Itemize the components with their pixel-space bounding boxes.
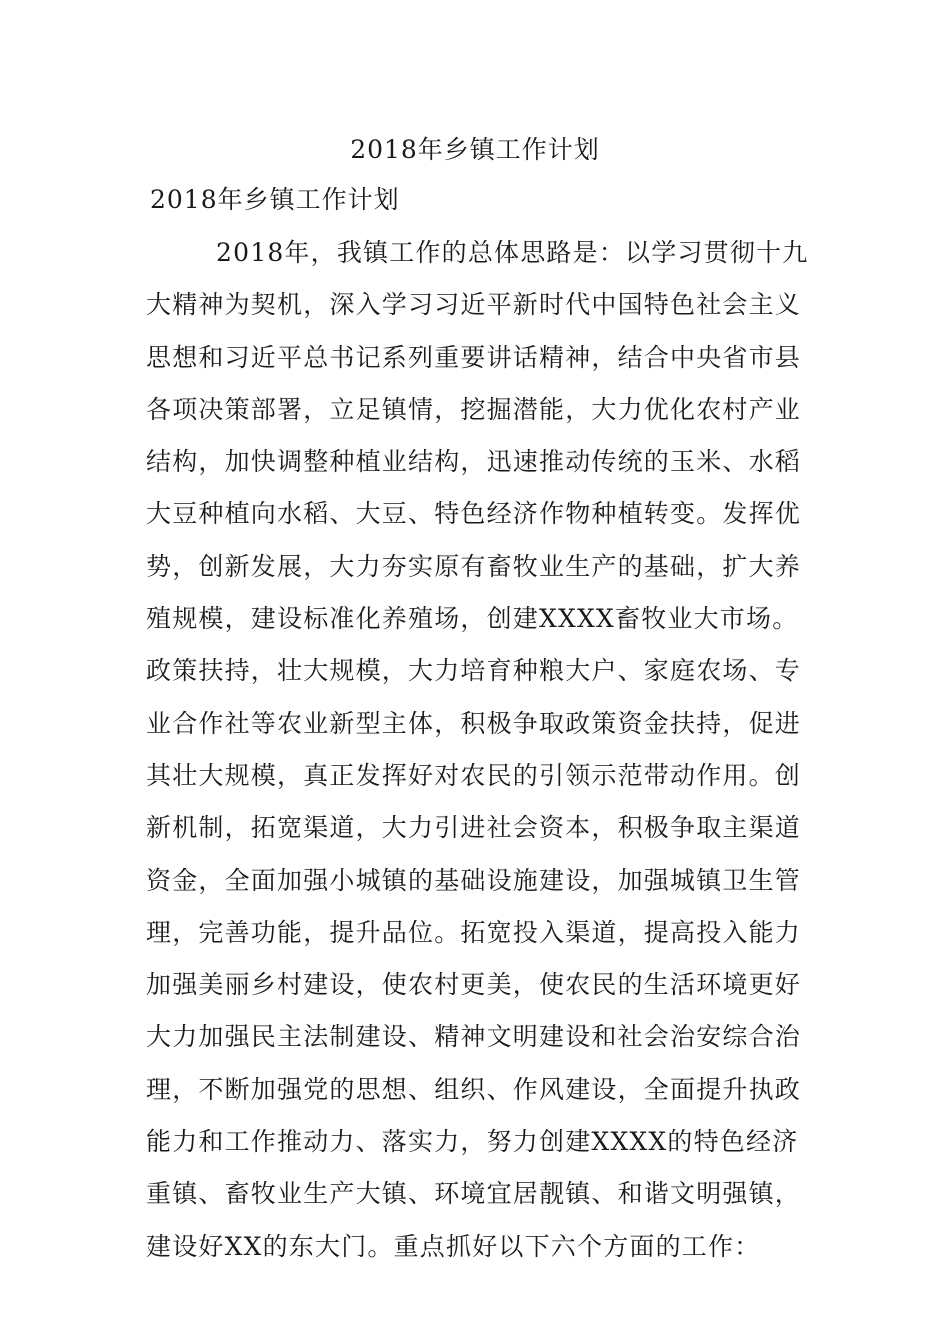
- body-line: 大豆种植向水稻、大豆、特色经济作物种植转变。发挥优: [146, 499, 802, 529]
- body-line: 政策扶持，壮大规模，大力培育种粮大户、家庭农场、专: [146, 656, 802, 686]
- body-line: 加强美丽乡村建设，使农村更美，使农民的生活环境更好: [146, 970, 802, 1000]
- body-line: 其壮大规模，真正发挥好对农民的引领示范带动作用。创: [146, 760, 802, 790]
- document-subtitle: 2018年乡镇工作计划: [150, 185, 400, 214]
- body-line: 大精神为契机，深入学习习近平新时代中国特色社会主义: [146, 290, 802, 320]
- body-line: 殖规模，建设标准化养殖场，创建XXXX畜牧业大市场。: [146, 604, 799, 634]
- body-line: 资金，全面加强小城镇的基础设施建设，加强城镇卫生管: [146, 865, 802, 895]
- body-line: 2018年，我镇工作的总体思路是：以学习贯彻十九: [216, 238, 809, 267]
- body-line: 建设好XX的东大门。重点抓好以下六个方面的工作：: [146, 1231, 761, 1261]
- body-line: 势，创新发展，大力夯实原有畜牧业生产的基础，扩大养: [146, 551, 802, 581]
- document-title: 2018年乡镇工作计划: [350, 135, 600, 164]
- body-line: 重镇、畜牧业生产大镇、环境宜居靓镇、和谐文明强镇，: [146, 1179, 802, 1209]
- body-line: 各项决策部署，立足镇情，挖掘潜能，大力优化农村产业: [146, 394, 802, 424]
- body-line: 理，不断加强党的思想、组织、作风建设，全面提升执政: [146, 1074, 802, 1104]
- body-line: 理，完善功能，提升品位。拓宽投入渠道，提高投入能力: [146, 917, 802, 947]
- document-body: [146, 227, 816, 1273]
- body-line: 能力和工作推动力、落实力，努力创建XXXX的特色经济: [146, 1127, 799, 1157]
- body-line: 新机制，拓宽渠道，大力引进社会资本，积极争取主渠道: [146, 813, 802, 843]
- body-line: 大力加强民主法制建设、精神文明建设和社会治安综合治: [146, 1022, 802, 1052]
- body-line: 业合作社等农业新型主体，积极争取政策资金扶持，促进: [146, 708, 802, 738]
- body-line: 思想和习近平总书记系列重要讲话精神，结合中央省市县: [146, 342, 802, 372]
- body-line: 结构，加快调整种植业结构，迅速推动传统的玉米、水稻: [146, 447, 802, 477]
